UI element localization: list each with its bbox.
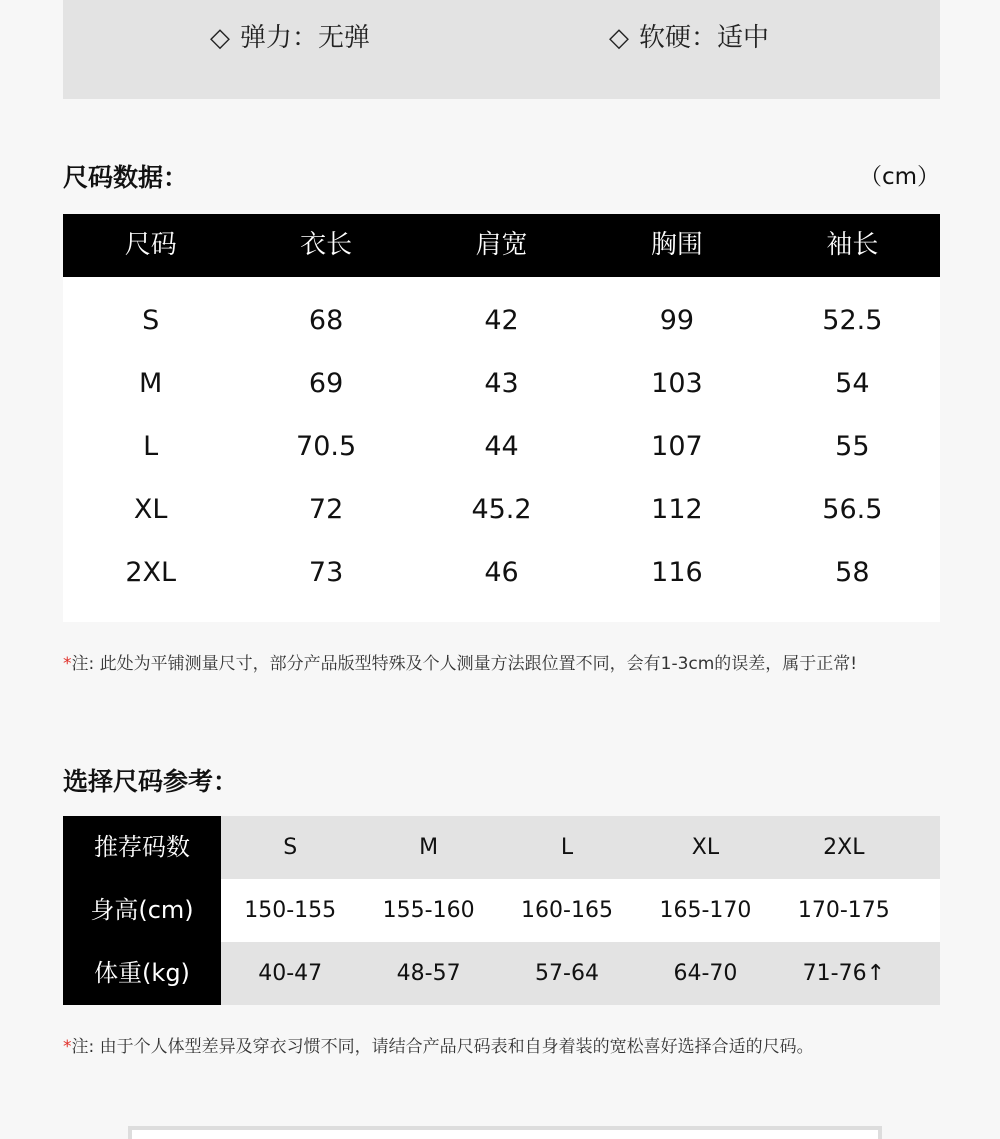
table-cell: 99 bbox=[659, 305, 695, 336]
table-cell: 40-47 bbox=[258, 961, 323, 986]
table-cell: 64-70 bbox=[673, 961, 738, 986]
table-cell: XL bbox=[691, 835, 720, 860]
size-reference-title: 选择尺码参考： bbox=[63, 767, 239, 796]
table-row bbox=[63, 478, 940, 541]
table-row bbox=[63, 816, 940, 879]
table-cell: 112 bbox=[651, 494, 703, 525]
table-cell: L bbox=[143, 431, 159, 462]
size-data-note bbox=[63, 649, 857, 674]
fabric-hardness-text: 软硬：适中 bbox=[639, 23, 770, 53]
size-data-title: 尺码数据： bbox=[63, 163, 189, 192]
table-cell: 160-165 bbox=[521, 898, 613, 923]
table-cell: S bbox=[283, 835, 298, 860]
note-text: 注: 此处为平铺测量尺寸，部分产品版型特殊及个人测量方法跟位置不同，会有1-3cm的误差，属于正常! bbox=[71, 654, 858, 674]
table-cell: XL bbox=[133, 494, 168, 525]
size-reference-table bbox=[63, 816, 940, 1005]
table-cell: 170-175 bbox=[797, 898, 890, 923]
table-cell: 42 bbox=[484, 305, 519, 336]
table-cell: 48-57 bbox=[396, 961, 461, 986]
header-cell: 胸围 bbox=[650, 230, 703, 260]
next-section-frame bbox=[128, 1126, 882, 1139]
fabric-properties-panel bbox=[63, 0, 940, 99]
table-cell: 2XL bbox=[125, 557, 177, 588]
table-cell: S bbox=[142, 305, 160, 336]
size-data-table bbox=[63, 214, 940, 622]
table-cell: 54 bbox=[835, 368, 870, 399]
size-table-header bbox=[63, 214, 940, 277]
diamond-icon: ◇ bbox=[609, 23, 629, 53]
table-cell: 107 bbox=[651, 431, 703, 462]
table-cell: 57-64 bbox=[535, 961, 599, 986]
header-cell: 衣长 bbox=[300, 230, 353, 260]
table-cell: 69 bbox=[308, 368, 344, 399]
table-cell: 165-170 bbox=[659, 898, 752, 923]
diamond-icon: ◇ bbox=[210, 23, 230, 53]
row-label: 身高(cm) bbox=[63, 879, 221, 942]
table-cell: 155-160 bbox=[382, 898, 475, 923]
table-row bbox=[63, 352, 940, 415]
table-cell: 116 bbox=[651, 557, 703, 588]
table-cell: 45.2 bbox=[471, 494, 532, 525]
table-row bbox=[63, 879, 940, 942]
row-label: 体重(kg) bbox=[63, 942, 221, 1005]
size-reference-note bbox=[63, 1032, 814, 1057]
table-cell: 68 bbox=[308, 305, 344, 336]
table-cell: 56.5 bbox=[822, 494, 883, 525]
fabric-elastic bbox=[210, 20, 370, 56]
table-row bbox=[63, 942, 940, 1005]
size-data-unit: （cm） bbox=[858, 164, 940, 190]
header-cell: 尺码 bbox=[124, 230, 177, 260]
table-cell: 44 bbox=[484, 431, 519, 462]
table-cell: 55 bbox=[835, 431, 870, 462]
table-cell: M bbox=[139, 368, 163, 399]
table-row bbox=[63, 541, 940, 604]
size-table-body bbox=[63, 277, 940, 604]
table-cell: 52.5 bbox=[822, 305, 883, 336]
note-text: 注: 由于个人体型差异及穿衣习惯不同，请结合产品尺码表和自身着装的宽松喜好选择合适的尺码。 bbox=[71, 1037, 814, 1057]
table-cell: 70.5 bbox=[296, 431, 357, 462]
row-label: 推荐码数 bbox=[63, 816, 221, 879]
fabric-elastic-text: 弹力：无弹 bbox=[240, 23, 371, 53]
table-cell: 71-76↑ bbox=[802, 961, 886, 986]
table-cell: M bbox=[419, 835, 439, 860]
table-cell: 43 bbox=[484, 368, 519, 399]
table-cell: 150-155 bbox=[244, 898, 337, 923]
table-row bbox=[63, 289, 940, 352]
table-row bbox=[63, 415, 940, 478]
table-cell: L bbox=[560, 835, 574, 860]
table-cell: 46 bbox=[484, 557, 519, 588]
header-cell: 袖长 bbox=[826, 230, 879, 260]
table-cell: 58 bbox=[835, 557, 870, 588]
table-cell: 2XL bbox=[823, 835, 865, 860]
header-cell: 肩宽 bbox=[475, 230, 528, 260]
table-cell: 73 bbox=[308, 557, 344, 588]
note-star: * bbox=[63, 1037, 72, 1057]
table-cell: 103 bbox=[651, 368, 703, 399]
fabric-hardness bbox=[609, 20, 769, 56]
note-star: * bbox=[63, 654, 72, 674]
table-cell: 72 bbox=[308, 494, 344, 525]
